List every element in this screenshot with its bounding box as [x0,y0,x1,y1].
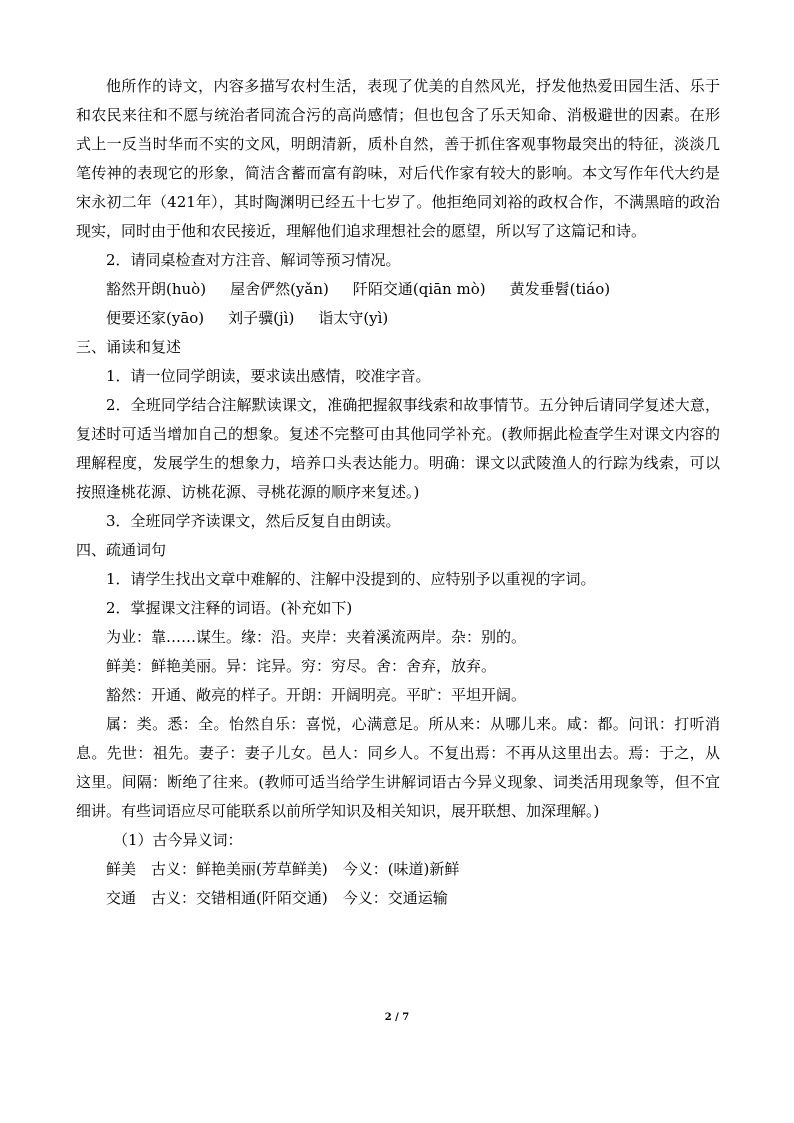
vocab-row-2 [76,304,720,333]
gloss-3: 豁然：开通、敞亮的样子。开朗：开阔明亮。平旷：平坦开阔。 [106,686,527,704]
example-2: 交通 古义：交错相通(阡陌交通) 今义：交通运输 [106,889,448,907]
vocab-item: 屋舍俨然(yǎn) [230,280,329,298]
vocab-item: 便要还家(yāo) [106,309,205,327]
s4-item-2: 2．掌握课文注释的词语。(补充如下) [106,599,353,617]
vocab-item: 诣太守(yì) [318,309,389,327]
section-4-heading: 四、疏通词句 [76,541,167,559]
s3-item-2: 2．全班同学结合注解默读课文，准确把握叙事线索和故事情节。五分钟后请同学复述大意，复述时可适当增加自己的想象。复述不完整可由其他同学补充。(教师据此检查学生对课文内容的理解程度，发展学生的想象力，培养口头表达能力。明确：课文以武陵渔人的行踪为线索，可以按照逢桃花源、访桃花源、寻桃花源的顺序来复述。) [76,396,720,501]
s3-item-3: 3．全班同学齐读课文，然后反复自由朗读。 [106,512,401,530]
sub-heading: （1）古今异义词： [113,831,243,849]
vocab-item: 刘子骥(jì) [228,309,295,327]
s4-item-1: 1．请学生找出文章中难解的、注解中没提到的、应特别予以重视的字词。 [106,570,596,588]
page-number: 2 / 7 [384,1012,410,1023]
example-1: 鲜美 古义：鲜艳美丽(芳草鲜美) 今义：(味道)新鲜 [106,860,460,878]
vocab-item: 阡陌交通(qiān mò) [352,280,486,298]
gloss-1: 为业：靠……谋生。缘：沿。夹岸：夹着溪流两岸。杂：别的。 [106,628,527,646]
gloss-2: 鲜美：鲜艳美丽。异：诧异。穷：穷尽。舍：舍弃，放弃。 [106,657,497,675]
vocab-item: 黄发垂髫(tiáo) [509,280,611,298]
document-body [76,72,720,913]
vocab-row-1 [76,275,720,304]
vocab-item: 豁然开朗(huò) [106,280,207,298]
gloss-4: 属：类。悉：全。怡然自乐：喜悦，心满意足。所从来：从哪儿来。咸：都。问讯：打听消息。先世：祖先。妻子：妻子儿女。邑人：同乡人。不复出焉：不再从这里出去。焉：于之，从这里。间隔：断绝了往来。(教师可适当给学生讲解词语古今异义现象、词类活用现象等，但不宜细讲。有些词语应尽可能联系以前所学知识及相关知识，展开联想、加深理解。) [76,715,720,820]
section-3-heading: 三、诵读和复述 [76,338,182,356]
intro-paragraph: 他所作的诗文，内容多描写农村生活，表现了优美的自然风光，抒发他热爱田园生活、乐于和农民来往和不愿与统治者同流合污的高尚感情；但也包含了乐天知命、消极避世的因素。在形式上一反当时华而不实的文风，明朗清新，质朴自然，善于抓住客观事物最突出的特征，淡淡几笔传神的表现它的形象，简洁含蓄而富有韵味，对后代作家有较大的影响。本文写作年代大约是宋永初二年（421年），其时陶渊明已经五十七岁了。他拒绝同刘裕的政权合作，不满黑暗的政治现实，同时由于他和农民接近，理解他们追求理想社会的愿望，所以写了这篇记和诗。 [76,77,720,240]
item-2: 2．请同桌检查对方注音、解词等预习情况。 [106,251,401,269]
s3-item-1: 1．请一位同学朗读，要求读出感情，咬准字音。 [106,367,431,385]
